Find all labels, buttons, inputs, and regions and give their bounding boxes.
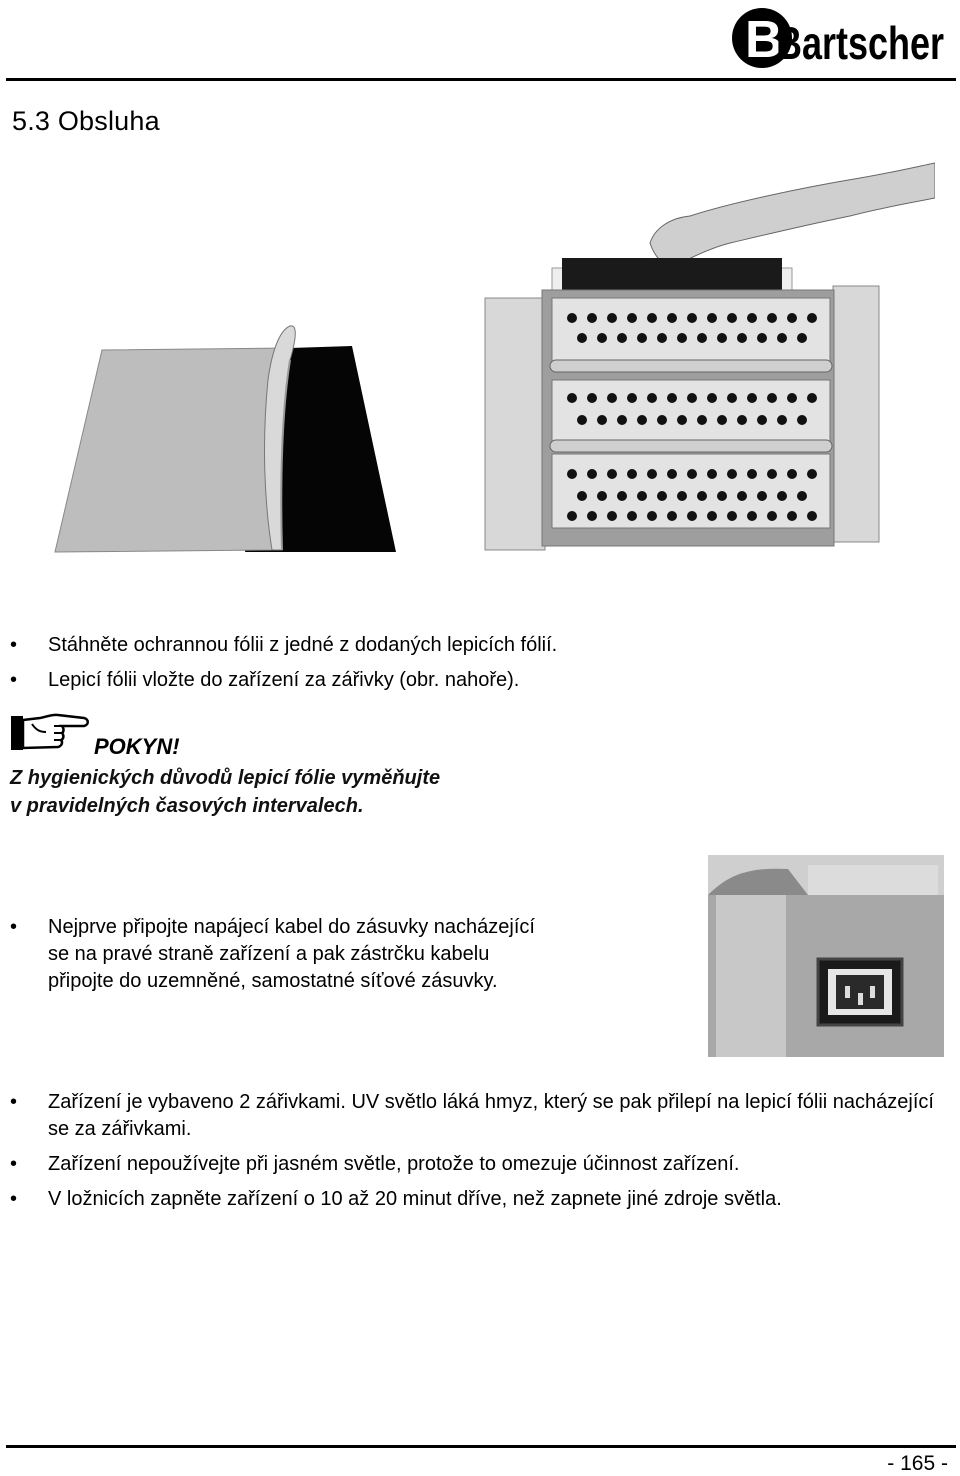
- list-item-line: se na pravé straně zařízení a pak zástrčku kabelu: [48, 943, 490, 965]
- list-item: • V ložnicích zapněte zařízení o 10 až 20 minut dříve, než zapnete jiné zdroje světla.: [0, 1186, 950, 1213]
- list-item-line: připojte do uzemněné, samostatné síťové zásuvky.: [48, 970, 498, 992]
- list-item: • Lepicí fólii vložte do zařízení za zářivky (obr. nahoře).: [0, 667, 557, 694]
- svg-text:B: B: [745, 11, 783, 69]
- bartscher-logo: [726, 2, 946, 72]
- bullet-list-middle: [0, 914, 535, 1003]
- brand-text: Bartscher: [776, 17, 945, 69]
- list-item: [0, 914, 535, 995]
- adhesive-film-photo: [50, 320, 400, 555]
- note-line-2: v pravidelných časových intervalech.: [10, 795, 364, 817]
- note-text: [10, 764, 630, 820]
- bullet-list-bottom: [0, 1089, 950, 1221]
- bullet-list-top: [0, 632, 557, 702]
- list-item-line: • Nejprve připojte napájecí kabel do zásuvky nacházející: [48, 916, 535, 938]
- page-number: - 165 -: [887, 1452, 948, 1475]
- list-item: • Zařízení je vybaveno 2 zářivkami. UV světlo láká hmyz, který se pak přilepí na lepicí fólii nacházející se za zářivkami.: [0, 1089, 950, 1143]
- section-title: 5.3 Obsluha: [12, 106, 160, 136]
- insect-trap-photo: [480, 158, 935, 558]
- note-line-1: Z hygienických důvodů lepicí fólie vyměňujte: [10, 767, 441, 789]
- header-rule: [6, 78, 956, 81]
- list-item: • Zařízení nepoužívejte při jasném světle, protože to omezuje účinnost zařízení.: [0, 1151, 950, 1178]
- note-title: POKYN!: [94, 734, 180, 759]
- footer-rule: [6, 1445, 956, 1448]
- pointing-hand-icon: [10, 712, 90, 752]
- power-socket-photo: [708, 855, 944, 1057]
- list-item: • Stáhněte ochrannou fólii z jedné z dodaných lepicích fólií.: [0, 632, 557, 659]
